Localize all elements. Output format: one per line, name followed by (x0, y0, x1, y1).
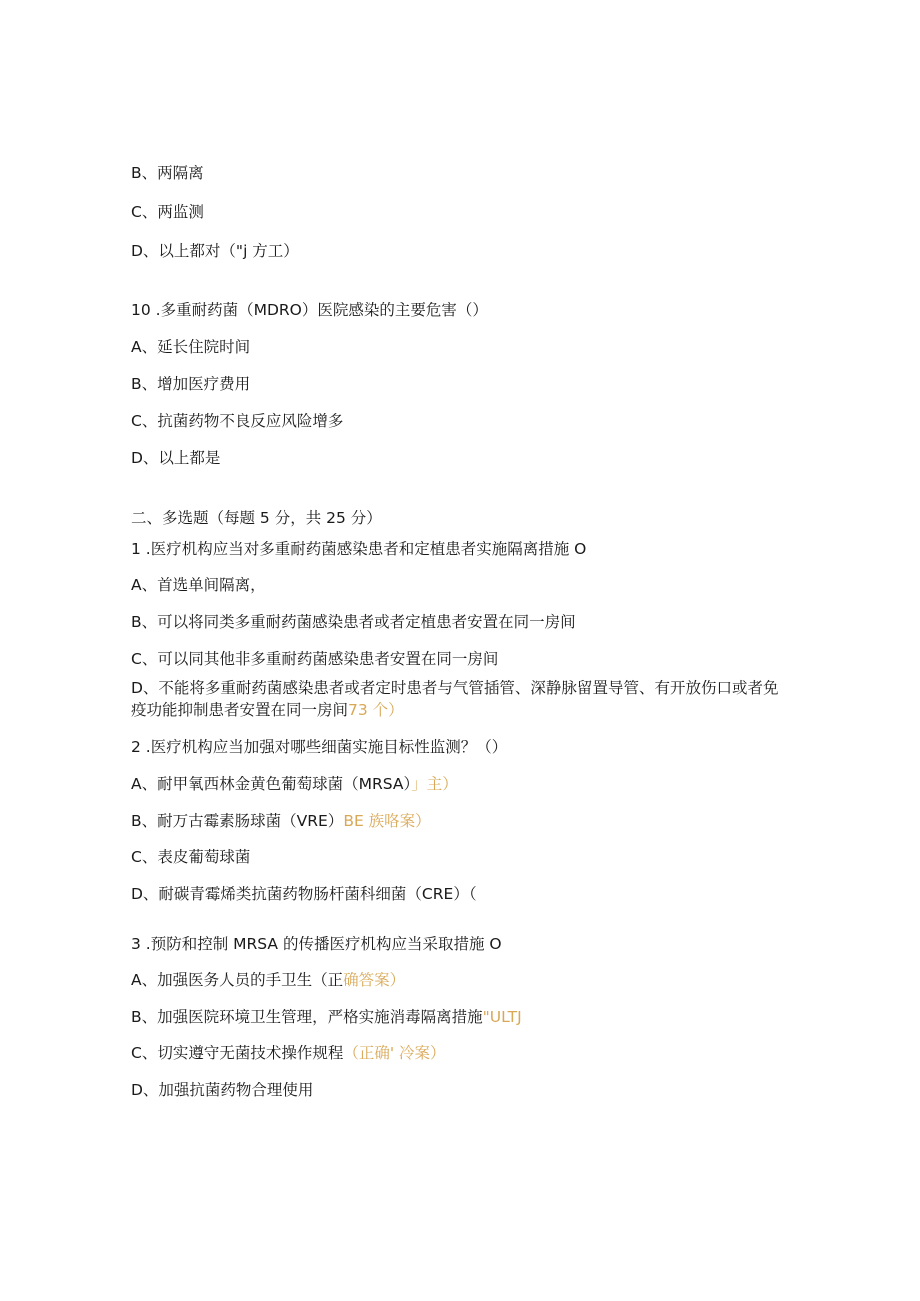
answer-mark: BE 族咯案） (343, 812, 431, 830)
document-line: C、表皮葡萄球菌 (131, 848, 251, 866)
document-line: D、以上都是 (131, 449, 221, 467)
answer-mark: （正确' 冷案） (343, 1044, 446, 1062)
option-2-a (131, 773, 458, 795)
document-line: D、加强抗菌药物合理使用 (131, 1081, 314, 1099)
document-line: B、可以将同类多重耐药菌感染患者或者定植患者安置在同一房间 (131, 613, 576, 631)
option-3-c (131, 1042, 446, 1064)
document-line: D、以上都对（"j 方工） (131, 242, 299, 260)
document-line: 1 .医疗机构应当对多重耐药菌感染患者和定植患者实施隔离措施 O (131, 540, 587, 558)
document-line: B、增加医疗费用 (131, 375, 251, 393)
document-line: A、延长住院时间 (131, 338, 251, 356)
option-text: B、耐万古霉素肠球菌（VRE） (131, 812, 344, 830)
option-3-b (131, 1006, 522, 1028)
document-line: 2 .医疗机构应当加强对哪些细菌实施目标性监测？（） (131, 738, 508, 756)
option-text: A、加强医务人员的手卫生（正 (131, 971, 344, 989)
document-line: D、耐碳青霉烯类抗菌药物肠杆菌科细菌（CRE）（ (131, 885, 477, 903)
document-line: B、两隔离 (131, 164, 204, 182)
answer-mark: 确答案） (343, 971, 406, 989)
answer-mark: 」主） (411, 775, 458, 793)
document-line: 二、多选题（每题 5 分，共 25 分） (131, 509, 382, 527)
document-line: C、抗菌药物不良反应风险增多 (131, 412, 344, 430)
option-text: A、耐甲氧西林金黄色葡萄球菌（MRSA） (131, 775, 412, 793)
option-text: B、加强医院环境卫生管理，严格实施消毒隔离措施 (131, 1008, 483, 1026)
option-3-a (131, 969, 405, 991)
option-text: C、切实遵守无菌技术操作规程 (131, 1044, 344, 1062)
document-line: A、首选单间隔离， (131, 576, 266, 594)
document-line: C、两监测 (131, 203, 204, 221)
option-1-d (131, 677, 781, 721)
option-2-b (131, 810, 431, 832)
document-line: 3 .预防和控制 MRSA 的传播医疗机构应当采取措施 O (131, 935, 502, 953)
document-line: 10 .多重耐药菌（MDRO）医院感染的主要危害（） (131, 301, 488, 319)
answer-mark: "ULTJ (482, 1008, 522, 1026)
option-text: D、不能将多重耐药菌感染患者或者定时患者与气管插管、深静脉留置导管、有开放伤口或者免疫功能抑制患者安置在同一房间 (131, 679, 779, 719)
answer-mark: 73 个） (348, 701, 404, 719)
document-line: C、可以同其他非多重耐药菌感染患者安置在同一房间 (131, 650, 499, 668)
